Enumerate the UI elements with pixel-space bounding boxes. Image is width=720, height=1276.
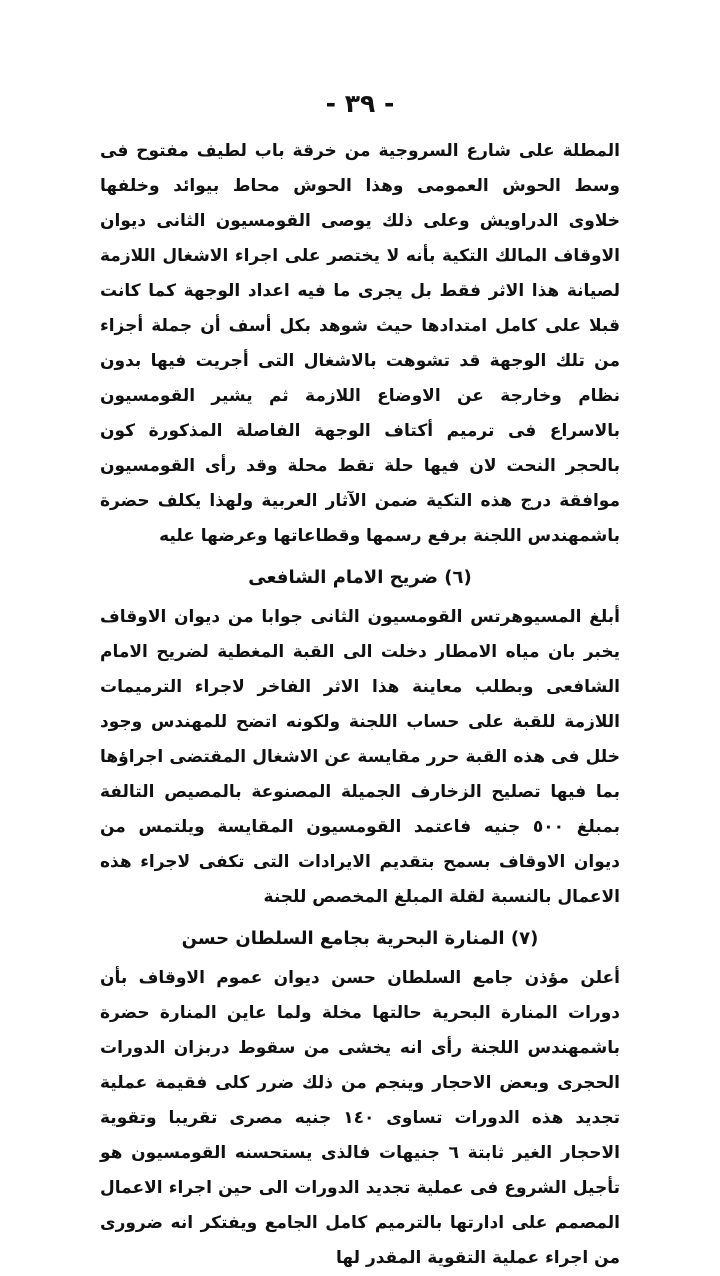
section-7-paragraph: أعلن مؤذن جامع السلطان حسن ديوان عموم الاوقاف بأن دورات المنارة البحرية حالتها مخلة ولما عاين المنارة حضرة باشمهندس اللجنة رأى انه يخشى من سقوط دربزان الدورات الحجرى وبعض الاحجار وينجم من ذلك ضرر كلى فقيمة عملية تجديد هذه الدورات تساوى ١٤٠ جنيه مصرى تقريبا وتقوية الاحجار الغير ثابتة ٦ جنيهات فالذى يستحسنه القومسيون هو تأجيل الشروع فى عملية تجديد الدورات الى حين اجراء الاعمال المصمم على ادارتها بالترميم كامل الجامع ويفتكر انه ضرورى من اجراء عملية التقوية المقدر لها — [100, 968, 621, 1268]
page-number: - ٣٩ - — [325, 89, 395, 118]
section-7-heading: (٧) المنارة البحرية بجامع السلطان حسن — [181, 928, 539, 949]
section-6-paragraph: أبلغ المسيوهرتس القومسيون الثانى جوابا من ديوان الاوقاف يخبر بان مياه الامطار دخلت الى القبة المغطية لضريح الامام الشافعى وبطلب معاينة هذا الاثر الفاخر لاجراء الترميمات اللازمة للقبة على حساب اللجنة ولكونه اتضح للمهندس وجود خلل فى هذه القبة حرر مقايسة عن الاشغال المقتضى اجراؤها بما فيها تصليح الزخارف الجميلة المصنوعة بالمصيص التالفة بمبلغ ٥٠٠ جنيه فاعتمد القومسيون المقايسة ويلتمس من ديوان الاوقاف بسمح بتقديم الايرادات التى تكفى لاجراء هذه الاعمال بالنسبة لقلة المبلغ المخصص للجنة — [100, 607, 620, 907]
section-6-heading: (٦) ضريح الامام الشافعى — [248, 567, 472, 588]
intro-paragraph: المطلة على شارع السروجية من خرقة باب لطيف مفتوح فى وسط الحوش العمومى وهذا الحوش محاط بيوائد وخلفها خلاوى الدراويش وعلى ذلك يوصى القومسيون الثانى ديوان الاوقاف المالك التكية بأنه لا يختصر على اجراء الاشغال اللازمة لصيانة هذا الاثر فقط بل يجرى ما فيه اعداد الوجهة كما كانت قبلا على كامل امتدادها حيث شوهد بكل أسف أن جملة أجزاء من تلك الوجهة قد تشوهت بالاشغال التى أجريت فيها بدون نظام وخارجة عن الاوضاع اللازمة ثم يشير القومسيون بالاسراع فى ترميم أكتاف الوجهة الفاصلة المذكورة كون بالحجر النحت لان فيها حلة تقط محلة وقد رأى القومسيون موافقة درج هذه التكية ضمن الآثار العربية ولهذا يكلف حضرة باشمهندس اللجنة برفع رسمها وقطاعاتها وعرضها عليه — [100, 141, 620, 546]
